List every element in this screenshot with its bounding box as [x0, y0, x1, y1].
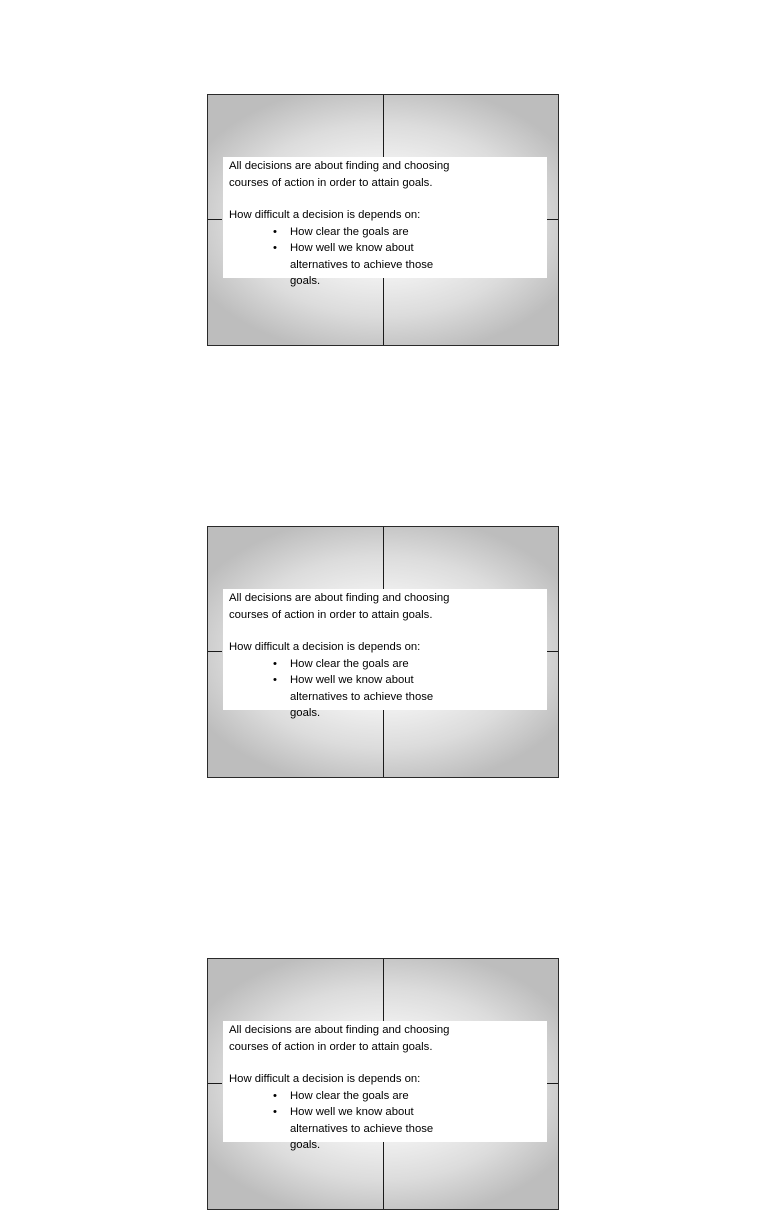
slide-thumbnail-3 — [207, 958, 559, 1210]
slide-intro-text: All decisions are about finding and choosing courses of action in order to attain goals. — [229, 592, 450, 621]
bullet-text: How well we know about alternatives to achieve those goals. — [290, 674, 434, 719]
slide-thumbnail-2 — [207, 526, 559, 778]
list-item — [229, 1088, 541, 1105]
slide-bullet-list — [229, 1088, 541, 1154]
bullet-icon: • — [273, 1106, 277, 1118]
slide-text-box — [223, 157, 547, 287]
list-item — [229, 224, 541, 241]
slide-text-box — [223, 589, 547, 719]
bullet-icon: • — [273, 674, 277, 686]
list-item — [229, 240, 455, 290]
slide-lead-text: How difficult a decision is depends on: — [229, 1073, 421, 1085]
slide-left-tick — [208, 219, 222, 220]
bullet-text: How clear the goals are — [290, 657, 409, 670]
slide-intro-text: All decisions are about finding and choosing courses of action in order to attain goals. — [229, 1024, 450, 1053]
bullet-icon: • — [273, 1089, 277, 1102]
bullet-icon: • — [273, 242, 277, 254]
slide-text-box — [223, 1021, 547, 1151]
slide-lead-text: How difficult a decision is depends on: — [229, 641, 421, 653]
list-item — [229, 656, 541, 673]
bullet-text: How well we know about alternatives to achieve those goals. — [290, 1106, 434, 1151]
list-item — [229, 1104, 455, 1154]
slide-intro-text: All decisions are about finding and choosing courses of action in order to attain goals. — [229, 160, 450, 189]
slide-lead-text: How difficult a decision is depends on: — [229, 209, 421, 221]
slide-left-tick — [208, 651, 222, 652]
bullet-text: How clear the goals are — [290, 1089, 409, 1102]
bullet-icon: • — [273, 657, 277, 670]
bullet-text: How clear the goals are — [290, 225, 409, 238]
bullet-icon: • — [273, 225, 277, 238]
bullet-text: How well we know about alternatives to achieve those goals. — [290, 242, 434, 287]
slide-thumbnail-1 — [207, 94, 559, 346]
slide-left-tick — [208, 1083, 222, 1084]
list-item — [229, 672, 455, 722]
slide-bullet-list — [229, 656, 541, 722]
slide-bullet-list — [229, 224, 541, 290]
